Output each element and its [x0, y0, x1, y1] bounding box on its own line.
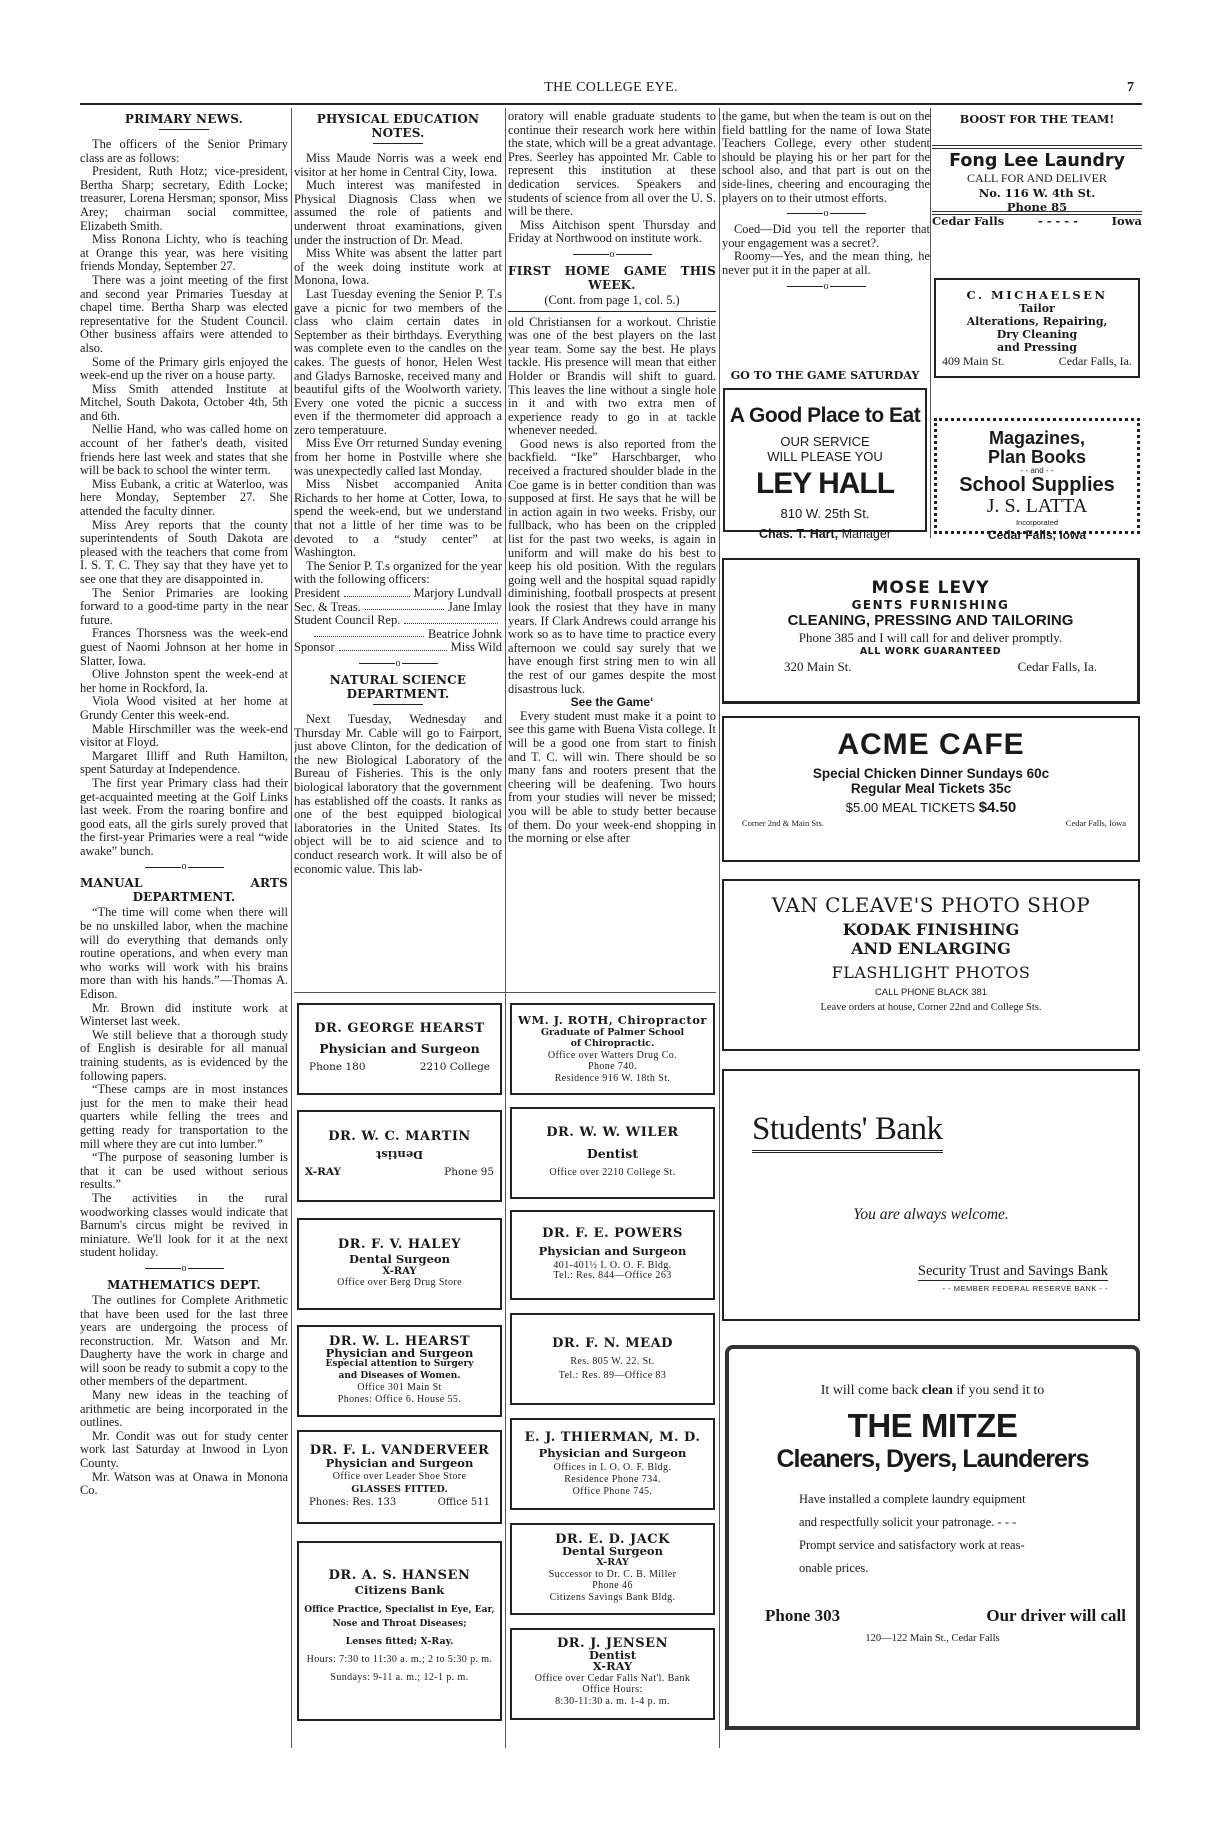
- card-ej-thierman: [510, 1418, 715, 1510]
- ad-city: Cedar Falls, Ia.: [1017, 659, 1097, 674]
- card-line: Tel.: Res. 89—Office 83: [558, 1370, 667, 1381]
- ad-line: Phone 385 and I will call for and deliver promptly.: [798, 630, 1063, 645]
- card-line: Dentist: [588, 1647, 637, 1662]
- ad-the-mitze: [725, 1345, 1140, 1730]
- card-line: Residence Phone 734.: [564, 1474, 661, 1485]
- ad-mose-levy: [722, 558, 1140, 704]
- card-j-jensen: [510, 1628, 715, 1720]
- paragraph: Mable Hirschmiller was the week-end visitor at Floyd.: [80, 721, 288, 750]
- article-physical-education: [294, 112, 502, 655]
- ad-bank-name: Security Trust and Savings Bank: [917, 1263, 1108, 1279]
- card-name: DR. F. L. VANDERVEER: [309, 1443, 490, 1458]
- separator: [80, 1263, 288, 1275]
- paragraph: Mr. Brown did institute work at Winterset last week.: [80, 1000, 288, 1029]
- ad-manager: Chas. T. Hart,: [758, 527, 839, 541]
- card-line: Phone 46: [592, 1580, 633, 1591]
- paragraph: Miss Maude Norris was a week end visitor at her home in Central City, Iowa.: [294, 151, 502, 179]
- article-heading: NATURAL SCIENCE DEPARTMENT.: [329, 672, 467, 701]
- ad-name: Students' Bank: [752, 1111, 943, 1153]
- article-natural-science: [294, 673, 502, 876]
- card-name: DR. J. JENSEN: [557, 1636, 668, 1651]
- newspaper-title: THE COLLEGE EYE.: [544, 80, 678, 95]
- card-wl-hearst: [297, 1325, 502, 1417]
- card-fv-haley: [297, 1218, 502, 1310]
- column-2: [294, 110, 502, 985]
- separator-mark: o: [395, 657, 401, 669]
- card-line: Citizens Bank: [354, 1583, 445, 1597]
- ad-headline: A Good Place to Eat: [729, 404, 921, 427]
- officer-role: Sec. & Treas.: [294, 599, 361, 614]
- paragraph: The Senior P. T.s organized for the year with the following officers:: [294, 558, 502, 587]
- ad-students-bank: [722, 1069, 1140, 1321]
- card-name: DR. W. C. MARTIN: [328, 1129, 471, 1144]
- card-ww-wiler: [510, 1107, 715, 1199]
- paragraph: The Senior Primaries are looking forward to a good-time party in the near future.: [80, 585, 288, 627]
- officer-row: [294, 641, 502, 655]
- paragraph: Many new ideas in the teaching of arithmetic are being incorporated in the outlines.: [80, 1388, 288, 1430]
- card-wm-roth: [510, 1003, 715, 1095]
- joke-line: Roomy—Yes, and the mean thing, he never put it in the paper at all.: [722, 249, 930, 277]
- ad-fong-lee: [932, 145, 1142, 228]
- card-line: Hours: 7:30 to 11:30 a. m.; 2 to 5:30 p. m.: [306, 1654, 493, 1665]
- paragraph: The activities in the rural woodworking classes would indicate that Barnum's circus might be revived in miniature. We'll look for it at the next student holiday.: [80, 1190, 288, 1260]
- officer-row: [294, 601, 502, 615]
- ad-line: Dry Cleaning: [996, 328, 1078, 341]
- paragraph: Miss Eubank, a critic at Waterloo, was here Monday, September 27. She attended the faculty dinner.: [80, 476, 288, 519]
- ad-michaelsen: [934, 278, 1140, 378]
- ad-ley-hall: [723, 388, 927, 541]
- column-divider: [291, 108, 292, 1748]
- column-divider: [505, 108, 506, 1748]
- card-name: DR. GEORGE HEARST: [314, 1021, 485, 1036]
- article-manual-arts: [80, 876, 288, 1259]
- paragraph: “The time will come when there will be no unskilled labor, when the machine will do everything that demands only routine operations, and when every man who works will work with his brains more than with his hands.”—Thomas A. Edison.: [80, 905, 288, 1002]
- paragraph: Some of the Primary girls enjoyed the week-end up the river on a house party.: [80, 354, 288, 383]
- separator: [508, 249, 716, 261]
- paragraph: Last Tuesday evening the Senior P. T.s gave a picnic for two members of the class who claim certain dates in September as their birthdays. Everything was complete even to the candles on the cakes. The guests of honor, Helen West and Gladys Barnoske, received many and beautiful gifts of the Woolworth variety. Every one voted the picnic a success even if the thermometer did approach a zero temperatuure.: [294, 286, 502, 437]
- separator-mark: o: [823, 280, 829, 292]
- ad-line: AND ENLARGING: [851, 939, 1011, 958]
- card-line: Office over 2210 College St.: [549, 1167, 676, 1178]
- ad-city: Cedar Falls: [932, 214, 1005, 228]
- card-line: Successor to Dr. C. B. Miller: [548, 1568, 677, 1580]
- card-address: 2210 College: [419, 1061, 490, 1073]
- card-line-upside-down: Dentist: [375, 1148, 424, 1162]
- paragraph: Miss Aitchison spent Thursday and Friday at Northwood on institute work.: [508, 217, 716, 246]
- card-name: DR. E. D. JACK: [555, 1532, 670, 1547]
- card-ed-jack: [510, 1523, 715, 1615]
- paragraph: Miss Smith attended Institute at Mitchel, South Dakota, October 4th, 5th and 6th.: [80, 381, 288, 423]
- card-name: DR. F. N. MEAD: [552, 1336, 673, 1351]
- joke-line: Coed—Did you tell the reporter that your engagement was a secret?.: [722, 222, 930, 250]
- ad-address: 320 Main St.: [784, 659, 852, 674]
- card-line: Phones: Office 6. House 55.: [337, 1393, 462, 1405]
- ad-line: Alterations, Repairing,: [966, 315, 1108, 328]
- paragraph: old Christiansen for a workout. Christie was one of the best players on the last year team. Some say the best. He plays tackle. His presence will mean that either Holder or Brandis will shift to guard. This leaves the line without a single hole in it and with two extra men of experience ready to go in at tackle whenever needed.: [508, 314, 716, 438]
- ad-line: OUR SERVICE: [780, 434, 870, 449]
- separator: [80, 861, 288, 873]
- card-line: Physician and Surgeon: [538, 1446, 687, 1460]
- ad-address: 409 Main St.: [942, 354, 1005, 368]
- column-divider: [719, 108, 720, 1748]
- paragraph: the game, but when the team is out on the field battling for the name of Iowa State Teachers College, every other student should be playing his or her part for the school also, and that part is out on the side-lines, cheering and encouraging the players on to their utmost efforts.: [722, 110, 930, 205]
- ad-city: Cedar Falls, Iowa: [987, 528, 1087, 543]
- paragraph: The outlines for Complete Arithmetic that have been used for the last three years are undergoing the process of reconstruction. Mr. Watson and Mr. Daugherty have the work in charge and will soon be ready to submit a copy to the other members of the department.: [80, 1292, 288, 1389]
- ad-phone: Phone 85: [1006, 200, 1068, 214]
- card-wc-martin: [297, 1110, 502, 1202]
- ad-line: FLASHLIGHT PHOTOS: [831, 963, 1031, 982]
- ad-line: WILL PLEASE YOU: [767, 449, 883, 464]
- card-line: X-RAY: [305, 1166, 341, 1178]
- heading-rule: [373, 143, 423, 144]
- ad-address: No. 116 W. 4th St.: [978, 186, 1096, 200]
- ad-line: if you send it to: [956, 1383, 1045, 1398]
- card-line: Office over Watters Drug Co.: [547, 1049, 678, 1061]
- ad-line: and Pressing: [997, 341, 1077, 354]
- officer-role: Student Council Rep.: [294, 613, 401, 628]
- card-fl-vanderveer: [297, 1430, 502, 1524]
- ad-line: Have installed a complete laundry equipment: [799, 1492, 1026, 1506]
- paragraph: “The purpose of seasoning lumber is that it can be used without serious results.”: [80, 1150, 288, 1192]
- column-1: [80, 110, 288, 1790]
- ad-city: Cedar Falls, Ia.: [1058, 354, 1132, 368]
- ad-line: GENTS FURNISHING: [851, 598, 1010, 612]
- card-line: Physician and Surgeon: [325, 1456, 474, 1470]
- card-as-hansen: [297, 1541, 502, 1721]
- column-4: [722, 110, 930, 362]
- paragraph: Frances Thorsness was the week-end guest of Naomi Johnson at her home in Slatter, Iowa.: [80, 626, 288, 668]
- heading-rule: [373, 704, 423, 705]
- card-name: DR. F. E. POWERS: [542, 1226, 683, 1241]
- ad-manager-title: Manager: [841, 527, 891, 541]
- separator-mark: o: [823, 208, 829, 220]
- article-heading: PRIMARY NEWS.: [124, 112, 244, 126]
- officer-name: Beatrice Johnk: [428, 626, 502, 641]
- article-primary-news: [80, 112, 288, 858]
- ad-price: $4.50: [978, 799, 1017, 816]
- ad-latta: [934, 418, 1140, 543]
- card-phone: Phone 95: [444, 1166, 494, 1178]
- paragraph: The first year Primary class had their get-acquainted meeting at the Golf Links last week. From the roaring bonfire and good eats, all the girls surely proved that the first-year Primaries were a real “wide awake” bunch.: [80, 775, 288, 858]
- ad-name: LEY HALL: [755, 467, 895, 500]
- card-line: Office Phone 745.: [572, 1486, 653, 1497]
- subheading: See the Game‘: [570, 695, 654, 710]
- separator: [722, 208, 930, 220]
- separator-mark: o: [181, 1262, 187, 1274]
- paragraph: Miss Ronona Lichty, who is teaching at Orange this year, was here visiting friends Monday, September 27.: [80, 232, 288, 274]
- ad-emphasis: clean: [921, 1383, 953, 1398]
- officer-row: [294, 614, 502, 628]
- masthead-rule: [80, 103, 1142, 105]
- ad-address: Corner 2nd & Main Sts.: [742, 818, 824, 828]
- card-george-hearst: [297, 1003, 502, 1095]
- card-line: Office over Leader Shoe Store: [332, 1471, 467, 1482]
- ad-line: CALL FOR AND DELIVER: [967, 171, 1107, 185]
- card-name: DR. W. W. WILER: [546, 1125, 679, 1140]
- paragraph: Mr. Watson was at Onawa in Monona Co.: [80, 1469, 288, 1498]
- article-heading: FIRST HOME GAME THIS WEEK.: [508, 263, 716, 292]
- ad-line: and respectfully solicit your patronage. - - -: [799, 1515, 1017, 1529]
- separator-mark: o: [181, 861, 187, 873]
- ad-name: J. S. LATTA: [986, 495, 1088, 518]
- paragraph: The officers of the Senior Primary class are as follows:: [80, 137, 288, 165]
- ad-line: Plan Books: [987, 446, 1087, 467]
- ad-van-cleave: [722, 879, 1140, 1051]
- column-divider: [930, 108, 931, 538]
- officer-row: [294, 628, 502, 642]
- separator-mark: o: [609, 248, 615, 260]
- card-line: Graduate of Palmer School: [540, 1026, 685, 1038]
- ad-line: $5.00 MEAL TICKETS: [845, 800, 976, 815]
- separator: [294, 658, 502, 670]
- card-line: 401-401½ I. O. O. F. Bldg.: [553, 1260, 672, 1271]
- paragraph: Viola Wood visited at her home at Grundy Center this week-end.: [80, 694, 288, 722]
- card-line: Phone 740.: [588, 1061, 637, 1072]
- card-phone: Office 511: [437, 1497, 490, 1508]
- card-line: X-RAY: [596, 1557, 629, 1568]
- ad-address: 810 W. 25th St.: [780, 506, 870, 521]
- ad-line: Special Chicken Dinner Sundays 60c: [812, 766, 1050, 781]
- ad-line: KODAK FINISHING: [842, 920, 1020, 939]
- card-line: Office Hours:: [582, 1684, 643, 1695]
- paragraph: Much interest was manifested in Physical Diagnosis Class when we assumed the role of patients and underwent throat examinations, given under the instruction of Dr. Mead.: [294, 178, 502, 247]
- slogan-boost: BOOST FOR THE TEAM!: [959, 112, 1115, 126]
- paragraph: Good news is also reported from the backfield. “Ike” Harschbarger, who received a fractured shoulder blade in the Coe game is in better condition than was supposed at first. He says that he will be in action again in two weeks. Frisby, our fullback, who has been on the crippled list for the past two weeks, is again in uniform and will make do his best to keep his old position. With the regulars going well and the hospital squad rapidly diminishing, football prospects at present look the rosiest that they have in many years. If Clark Andrews could arrange his work so as to have time to practice every afternoon we could say surely that we have enough first string men to win all the rest of our games despite the most disastrous luck.: [508, 436, 716, 696]
- ad-acme-cafe: [722, 716, 1140, 862]
- card-line: Dentist: [586, 1146, 639, 1161]
- ad-tagline: You are always welcome.: [853, 1206, 1009, 1223]
- ad-line: Magazines,: [988, 428, 1086, 448]
- ad-city: Cedar Falls, Iowa: [1065, 818, 1126, 828]
- ad-member-line: - - MEMBER FEDERAL RESERVE BANK - -: [942, 1284, 1108, 1293]
- card-line: Physician and Surgeon: [538, 1244, 687, 1258]
- card-name: DR. A. S. HANSEN: [328, 1568, 471, 1583]
- card-line: Office 301 Main St: [357, 1382, 442, 1393]
- rule: [508, 311, 716, 312]
- card-line: of Chiropractic.: [570, 1038, 655, 1049]
- card-line: Sundays: 9-11 a. m.; 12-1 p. m.: [330, 1672, 469, 1683]
- card-line: Dental Surgeon: [562, 1543, 663, 1558]
- card-line: Office over Cedar Falls Nat'l. Bank: [534, 1672, 691, 1684]
- officer-role: President: [294, 586, 341, 600]
- card-line: Lenses fitted; X-Ray.: [345, 1636, 454, 1647]
- card-line: Physician and Surgeon: [325, 1345, 474, 1360]
- paragraph: Miss Nisbet accompanied Anita Richards to her home at Cotter, Iowa, to spend the week-end, but we understand that not a little of her time was to be devoted to a “study center” at Washington.: [294, 477, 502, 560]
- article-first-home-game: [508, 264, 716, 846]
- masthead: [80, 80, 1142, 102]
- continuation-note: (Cont. from page 1, col. 5.): [544, 292, 680, 307]
- ad-dashes: - - - - -: [1037, 214, 1078, 228]
- officer-row: [294, 587, 502, 601]
- paragraph: Nellie Hand, who was called home on account of her father's death, visited friends here last week and states that she will be back to school the winter term.: [80, 422, 288, 478]
- paragraph: There was a joint meeting of the first and second year Primaries Tuesday at chapel time. Bertha Sharp was elected representative for the Student Council. Other business affairs were attended to also.: [80, 272, 288, 355]
- column-3: [508, 110, 716, 985]
- ad-line: ALL WORK GUARANTEED: [859, 646, 1002, 657]
- card-name: E. J. THIERMAN, M. D.: [524, 1430, 701, 1445]
- ad-line: Our driver will call: [986, 1606, 1126, 1625]
- ad-line: Incorporated: [1015, 518, 1059, 528]
- article-heading: MATHEMATICS DEPT.: [107, 1277, 261, 1292]
- card-name: DR. W. L. HEARST: [328, 1334, 471, 1349]
- ad-line: It will come back: [820, 1383, 919, 1398]
- paragraph: Miss Eve Orr returned Sunday evening from her home in Postville where she was unexpectedly called last Monday.: [294, 436, 502, 478]
- separator: [722, 281, 930, 293]
- card-line: Citizens Savings Bank Bldg.: [549, 1591, 676, 1603]
- officer-name: Miss Wild: [450, 640, 502, 655]
- page-number: 7: [1127, 80, 1134, 95]
- card-line: 8:30-11:30 a. m. 1-4 p. m.: [555, 1695, 670, 1707]
- paragraph: oratory will enable graduate students to continue their research work here within the state, which will be a great advantage. Pres. Seerley has appointed Mr. Cable to represent this institution at these dedication services. Speakers and students of science from all over the U. S. will be there.: [508, 110, 716, 219]
- ad-address: 120—122 Main St., Cedar Falls: [865, 1633, 1000, 1644]
- ad-line: onable prices.: [799, 1561, 869, 1575]
- paragraph: Next Tuesday, Wednesday and Thursday Mr. Cable will go to Fairport, just above Clinton, for the dedication of the new Biological Laboratory of the Bureau of Fisheries. This is the only biological laboratory that the government has established off the coasts. It ranks as one of the best equipped biological laboratories in the United States. Its object will be to aid science and to conduct research work. It will also be of economic value. This lab-: [294, 711, 502, 876]
- card-line: Dental Surgeon: [349, 1252, 450, 1266]
- ad-trade: Cleaners, Dyers, Launderers: [776, 1445, 1089, 1473]
- paragraph: “These camps are in most instances just for the men to make their head quarters while felling the trees and getting ready for transportation to the mill where they are cut into lumber.”: [80, 1082, 288, 1151]
- card-line: Office Practice, Specialist in Eye, Ear, Nose and Throat Diseases;: [304, 1605, 495, 1629]
- paragraph: We still believe that a thorough study of English is desirable for all manual training students, as is evidenced by the following papers.: [80, 1027, 288, 1083]
- ad-line: School Supplies: [959, 474, 1115, 497]
- card-line: Office over Berg Drug Store: [337, 1277, 462, 1288]
- card-name: WM. J. ROTH, Chiropractor: [518, 1013, 707, 1027]
- ad-line: Regular Meal Tickets 35c: [850, 781, 1012, 796]
- ad-name: VAN CLEAVE'S PHOTO SHOP: [771, 893, 1091, 917]
- article-heading: PHYSICAL EDUCATION NOTES.: [316, 112, 480, 140]
- card-name: DR. F. V. HALEY: [337, 1237, 462, 1252]
- ad-state: Iowa: [1111, 214, 1142, 228]
- paragraph: Miss White was absent the latter part of the week doing institute work at Monona, Iowa.: [294, 246, 502, 288]
- paragraph: Margaret Illiff and Ruth Hamilton, spent Saturday at Independence.: [80, 748, 288, 777]
- card-line: Tel.: Res. 844—Office 263: [553, 1270, 672, 1281]
- officer-role: Sponsor: [294, 640, 335, 655]
- ad-name: C. MICHAELSEN: [966, 288, 1108, 302]
- card-phone: Phones: Res. 133: [309, 1497, 397, 1508]
- card-line: X-RAY: [592, 1659, 633, 1673]
- ad-name: Fong Lee Laundry: [949, 151, 1125, 171]
- card-line: Res. 805 W. 22. St.: [570, 1356, 655, 1367]
- ad-name: MOSE LEVY: [871, 578, 990, 598]
- officer-name: Marjory Lundvall: [413, 586, 502, 600]
- article-heading: MANUAL ARTS DEPARTMENT.: [80, 876, 288, 905]
- card-line: Residence 916 W. 18th St.: [554, 1072, 671, 1084]
- paragraph: Miss Arey reports that the county superintendents of South Dakota are pleased with the teachers that come from I. S. T. C. They say that they have yet to see one that they are disappointed in.: [80, 517, 288, 586]
- paragraph: Every student must make it a point to see this game with Buena Vista college. It will be a good one from start to finish and T. C. will win. There should be so many fans and rooters present that the cheering will be deafening. Two hours from your studies will never be missed; you will be able to study better because of them. Do your week-end shopping in the morning or else after: [508, 708, 716, 846]
- paragraph: Olive Johnston spent the week-end at her home in Rockford, Ia.: [80, 667, 288, 695]
- ad-name: THE MITZE: [847, 1407, 1018, 1444]
- heading-rule: [159, 129, 209, 130]
- slogan-game-saturday: GO TO THE GAME SATURDAY: [730, 368, 920, 382]
- ad-line: CLEANING, PRESSING AND TAILORING: [787, 612, 1074, 629]
- article-mathematics: [80, 1278, 288, 1498]
- officer-name: Jane Imlay: [447, 599, 502, 614]
- card-line: GLASSES FITTED.: [351, 1484, 448, 1495]
- ad-line: Tailor: [1019, 302, 1055, 315]
- card-line: Physician and Surgeon: [319, 1041, 480, 1056]
- ad-line: - - and - -: [1020, 465, 1054, 475]
- card-line: Especial attention to Surgery: [325, 1359, 474, 1369]
- ad-name: ACME CAFE: [837, 728, 1025, 761]
- card-line: Offices in I. O. O. F. Bldg.: [553, 1462, 672, 1473]
- card-line: X-RAY: [382, 1266, 417, 1277]
- ad-line: Prompt service and satisfactory work at reas-: [799, 1538, 1025, 1552]
- card-line: and Diseases of Women.: [338, 1370, 461, 1381]
- card-phone: Phone 180: [309, 1061, 366, 1073]
- ad-line: Leave orders at house, Corner 22nd and College Sts.: [820, 1002, 1042, 1013]
- directory-rule: [294, 992, 716, 993]
- card-fn-mead: [510, 1313, 715, 1405]
- paragraph: Mr. Condit was out for study center work last Saturday at Inwood in Lyon County.: [80, 1428, 288, 1471]
- ad-line: CALL PHONE BLACK 381: [874, 987, 988, 998]
- card-fe-powers: [510, 1210, 715, 1300]
- paragraph: President, Ruth Hotz; vice-president, Bertha Sharp; secretary, Edith Locke; treasurer, Lorena Hersman; sponsor, Miss Arey; chairman social committee, Elizabeth Smith.: [80, 164, 288, 233]
- ad-phone: Phone 303: [765, 1606, 841, 1625]
